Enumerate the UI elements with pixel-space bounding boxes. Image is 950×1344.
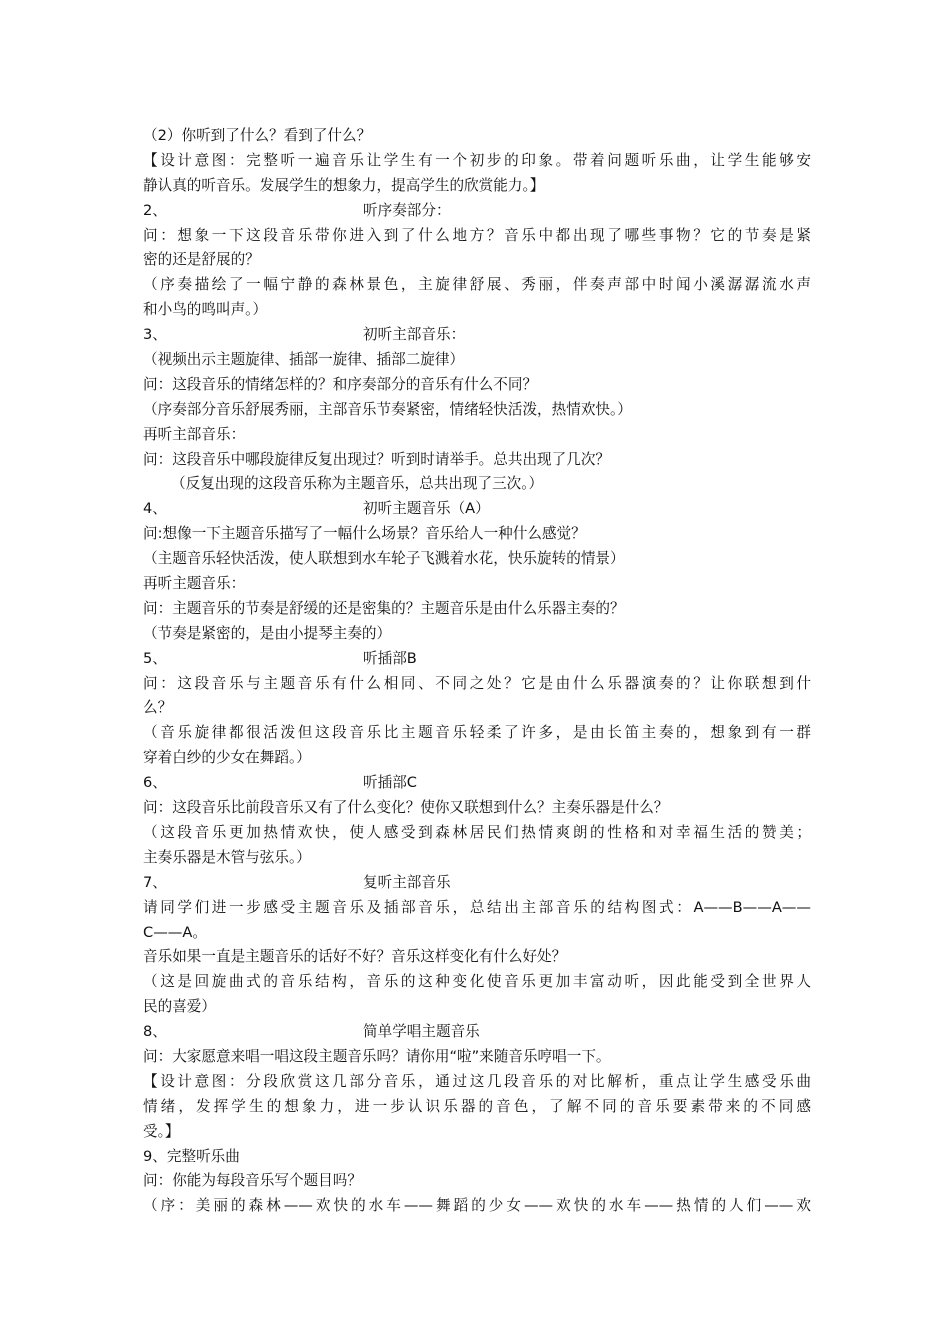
text-line: （节奏是紧密的，是由小提琴主奏的） <box>143 624 392 642</box>
section-number: 7、 <box>143 873 167 891</box>
text-line: 问：想象一下这段音乐带你进入到了什么地方？音乐中都出现了哪些事物？它的节奏是紧 <box>143 226 811 244</box>
text-line: C——A。 <box>143 923 207 941</box>
text-line: （主题音乐轻快活泼，使人联想到水车轮子飞溅着水花，快乐旋转的情景） <box>143 550 625 568</box>
section-heading <box>143 199 811 224</box>
text-line: 问：你能为每段音乐写个题目吗？ <box>143 1172 362 1190</box>
text-line: 问:想像一下主题音乐描写了一幅什么场景？音乐给人一种什么感觉？ <box>143 525 586 543</box>
text-line: 密的还是舒展的？ <box>143 251 260 269</box>
section-title: 复听主部音乐 <box>363 873 451 891</box>
section-title: 听插部B <box>363 649 417 667</box>
text-line: 情绪，发挥学生的想象力，进一步认识乐器的音色，了解不同的音乐要素带来的不同感 <box>143 1097 811 1115</box>
text-line: （序：美丽的森林——欢快的水车——舞蹈的少女——欢快的水车——热情的人们——欢 <box>143 1197 811 1215</box>
text-line: 静认真的听音乐。发展学生的想象力，提高学生的欣赏能力。】 <box>143 176 545 194</box>
text-line: （序奏描绘了一幅宁静的森林景色，主旋律舒展、秀丽，伴奏声部中时闻小溪潺潺流水声 <box>143 276 811 294</box>
section-number: 8、 <box>143 1023 167 1041</box>
section-number: 2、 <box>143 201 167 219</box>
section-number: 6、 <box>143 774 167 792</box>
text-line: 9、完整听乐曲 <box>143 1147 240 1165</box>
section-heading <box>143 323 811 348</box>
text-line: 请同学们进一步感受主题音乐及插部音乐，总结出主部音乐的结构图式：A——B——A—— <box>143 898 811 916</box>
text-line: 和小鸟的鸣叫声。） <box>143 301 268 319</box>
text-line: （音乐旋律都很活泼但这段音乐比主题音乐轻柔了许多，是由长笛主奏的，想象到有一群 <box>143 724 811 742</box>
section-number: 3、 <box>143 326 167 344</box>
section-heading <box>143 647 811 672</box>
text-line: 问：这段音乐的情绪怎样的？和序奏部分的音乐有什么不同？ <box>143 375 538 393</box>
text-line: 问：这段音乐比前段音乐又有了什么变化？使你又联想到什么？主奏乐器是什么？ <box>143 799 669 817</box>
text-line: （这是回旋曲式的音乐结构，音乐的这种变化使音乐更加丰富动听，因此能受到全世界人 <box>143 973 811 991</box>
section-number: 4、 <box>143 500 167 518</box>
text-line: （反复出现的这段音乐称为主题音乐，总共出现了三次。） <box>171 475 544 493</box>
text-line: （视频出示主题旋律、插部一旋律、插部二旋律） <box>143 351 465 369</box>
section-title: 听序奏部分： <box>363 201 451 219</box>
section-heading <box>143 771 811 796</box>
text-line: （序奏部分音乐舒展秀丽，主部音乐节奏紧密，情绪轻快活泼，热情欢快。） <box>143 400 632 418</box>
section-number: 5、 <box>143 649 167 667</box>
section-heading <box>143 497 811 522</box>
text-line: 民的喜爱） <box>143 998 216 1016</box>
section-title: 初听主题音乐（A） <box>363 500 490 518</box>
text-line: 音乐如果一直是主题音乐的话好不好？音乐这样变化有什么好处？ <box>143 948 567 966</box>
section-heading <box>143 871 811 896</box>
section-title: 初听主部音乐： <box>363 326 466 344</box>
section-title: 简单学唱主题音乐 <box>363 1023 480 1041</box>
text-line: 问：大家愿意来唱一唱这段主题音乐吗？请你用“啦”来随音乐哼唱一下。 <box>143 1047 611 1065</box>
text-line: （这段音乐更加热情欢快，使人感受到森林居民们热情爽朗的性格和对幸福生活的赞美； <box>143 823 811 841</box>
text-line: （2）你听到了什么？看到了什么？ <box>143 127 372 144</box>
section-heading <box>143 1020 811 1045</box>
text-line: 问：这段音乐与主题音乐有什么相同、不同之处？它是由什么乐器演奏的？让你联想到什 <box>143 674 811 692</box>
text-line: 么？ <box>143 699 173 717</box>
text-line: 【设计意图：完整听一遍音乐让学生有一个初步的印象。带着问题听乐曲，让学生能够安 <box>143 151 811 169</box>
text-line: 再听主题音乐： <box>143 575 246 593</box>
text-line: 【设计意图：分段欣赏这几部分音乐，通过这几段音乐的对比解析，重点让学生感受乐曲 <box>143 1072 811 1090</box>
text-line: 穿着白纱的少女在舞蹈。） <box>143 749 311 767</box>
text-line: 问：主题音乐的节奏是舒缓的还是密集的？主题音乐是由什么乐器主奏的？ <box>143 599 625 617</box>
text-line: 受。】 <box>143 1122 180 1140</box>
document-body <box>143 124 811 1219</box>
text-line: 主奏乐器是木管与弦乐。） <box>143 848 311 866</box>
section-title: 听插部C <box>363 774 417 792</box>
text-line: 再听主部音乐： <box>143 425 246 443</box>
text-line: 问：这段音乐中哪段旋律反复出现过？听到时请举手。总共出现了几次？ <box>143 450 611 468</box>
